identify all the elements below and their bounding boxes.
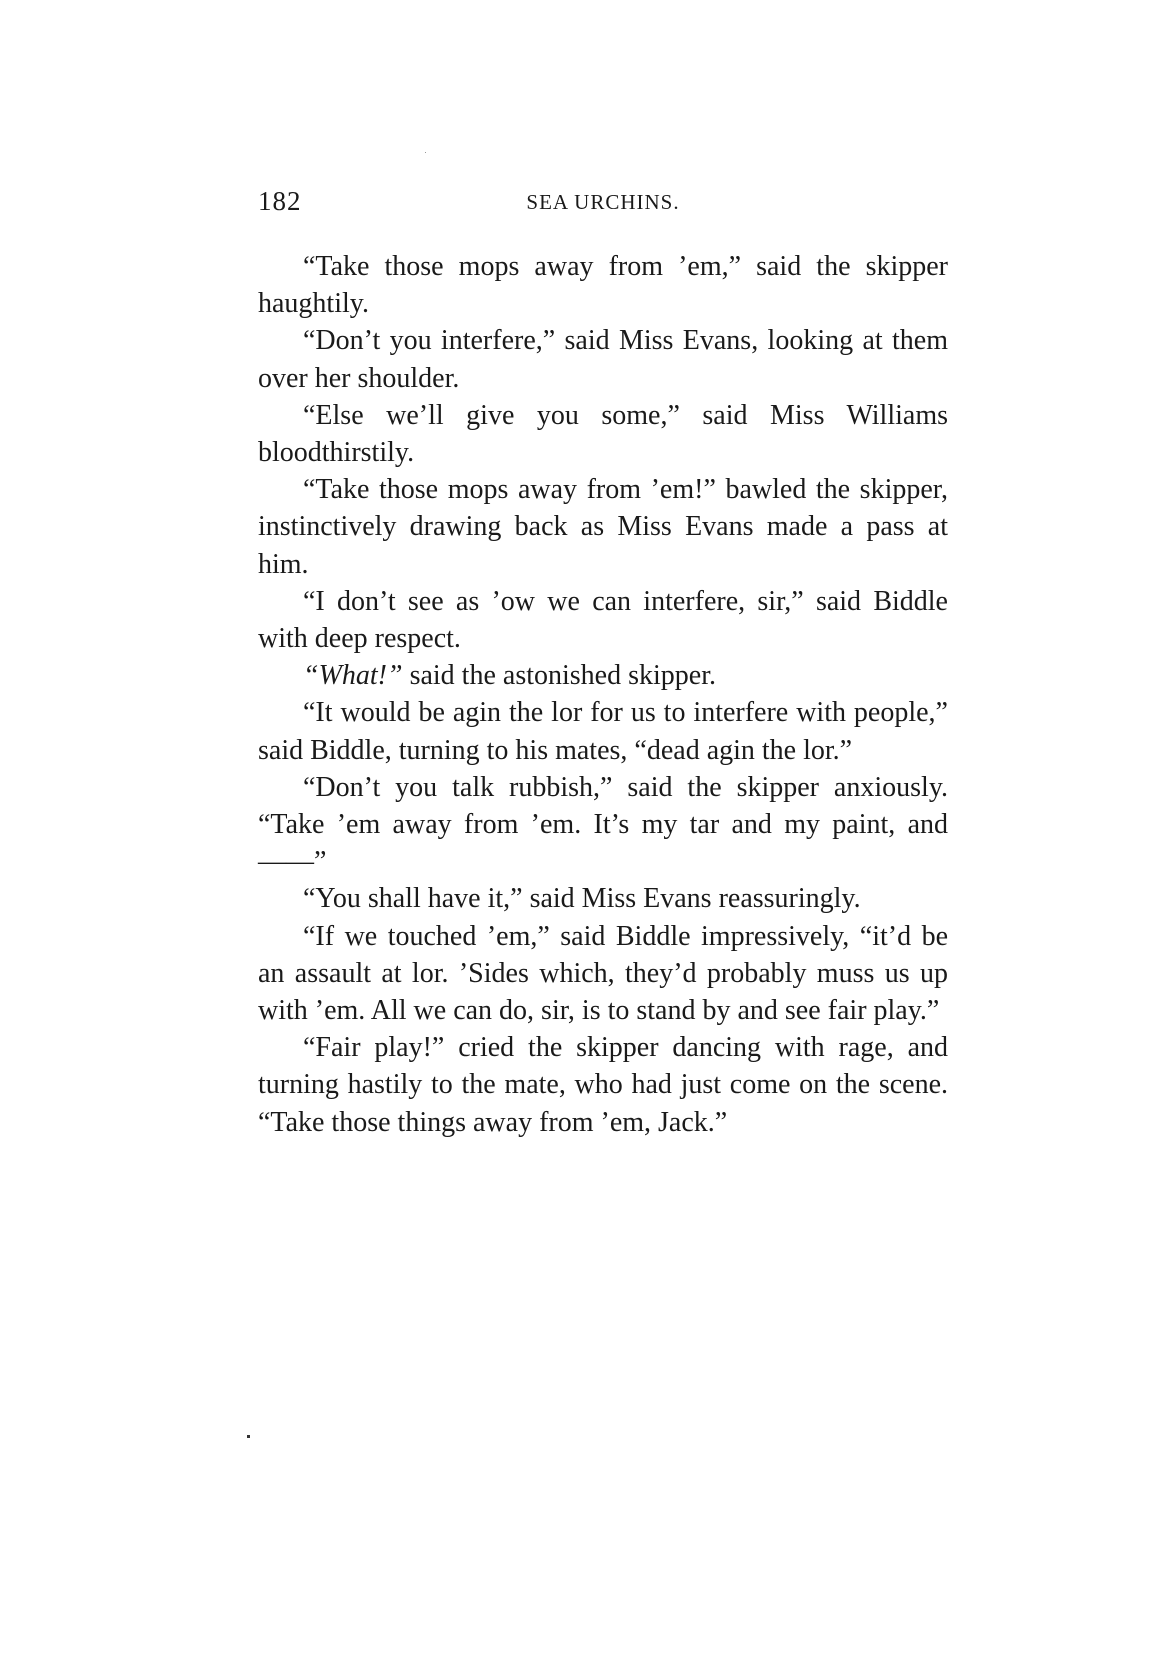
paragraph: “It would be agin the lor for us to interfere with people,” said Biddle, turning to his mates, “dead agin the lor.” — [258, 697, 948, 766]
paragraph: “I don’t see as ’ow we can interfere, sir,” said Biddle with deep respect. — [258, 585, 948, 655]
paragraph: “Else we’ll give you some,” said Miss Williams bloodthirstily. — [258, 399, 948, 469]
paragraph: “What!” said the astonished skipper. — [303, 660, 716, 692]
scan-speck — [425, 152, 426, 153]
running-head: SEA URCHINS. — [526, 190, 680, 214]
paragraph: “Don’t you talk rubbish,” said the skipper anxiously. “Take ’em away from ’em. It’s my tar and my paint, and——” — [258, 771, 948, 878]
paragraph: “Take those mops away from ’em!” bawled the skipper, instinctively drawing back as Miss Evans made a pass at him. — [258, 474, 948, 580]
scan-speck — [247, 1435, 250, 1438]
page-header — [258, 186, 948, 226]
italic-exclamation: “What!” — [303, 660, 403, 692]
paragraph: “Fair play!” cried the skipper dancing with rage, and turning hastily to the mate, who had just come on the scene. “Take those things away from ’em, Jack.” — [258, 1032, 948, 1138]
paragraph: “Take those mops away from ’em,” said the skipper haughtily. — [258, 251, 948, 320]
paragraph: “You shall have it,” said Miss Evans reassuringly. — [303, 883, 861, 915]
body-text — [258, 248, 948, 1141]
paragraph: “Don’t you interfere,” said Miss Evans, looking at them over her shoulder. — [258, 325, 948, 394]
paragraph: “If we touched ’em,” said Biddle impressively, “it’d be an assault at lor. ’Sides which, they’d probably muss us up with ’em. All we can do, sir, is to stand by and see fair play.” — [258, 920, 948, 1027]
page-number: 182 — [258, 186, 302, 216]
